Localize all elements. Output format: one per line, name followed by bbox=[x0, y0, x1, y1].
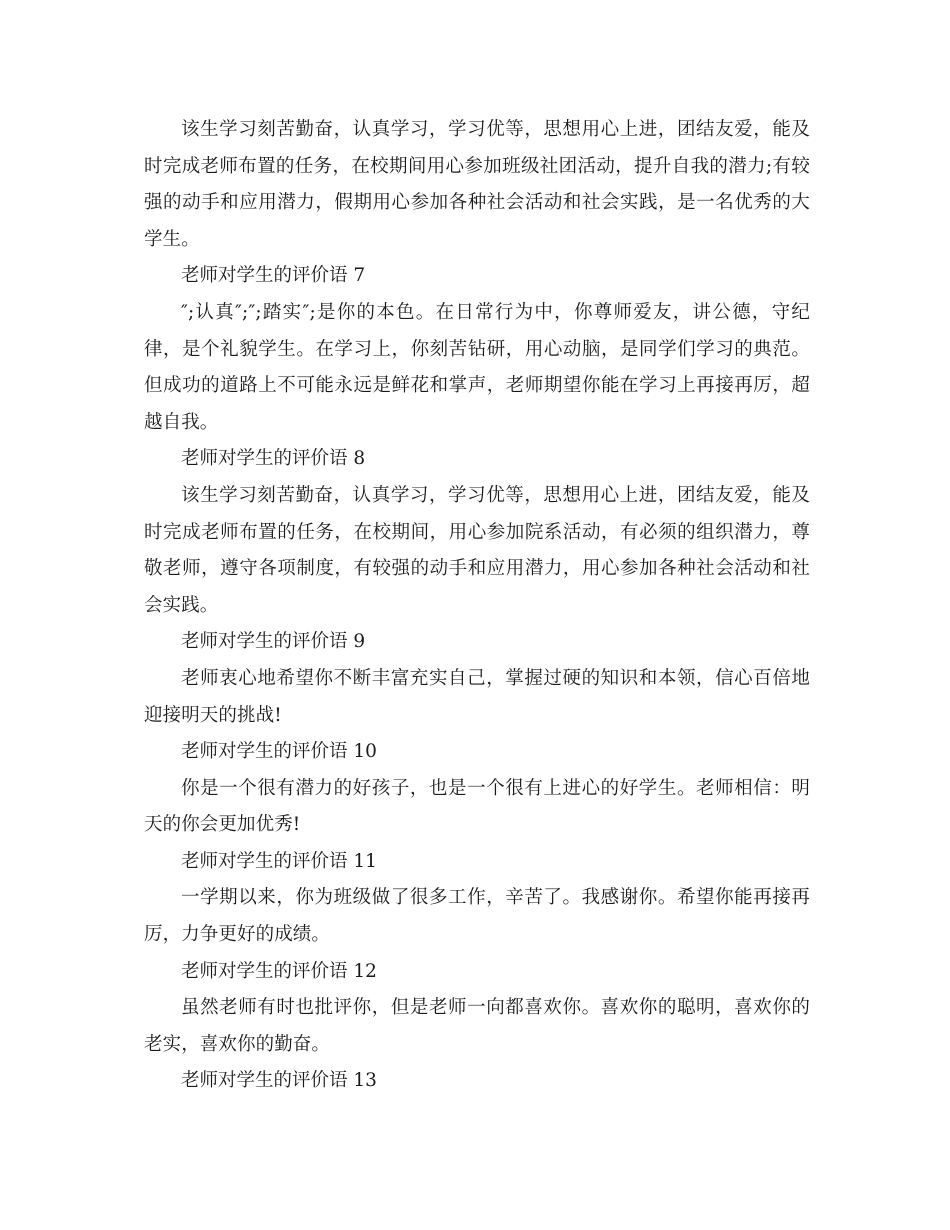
paragraph: 该生学习刻苦勤奋，认真学习，学习优等，思想用心上进，团结友爱，能及时完成老师布置的任务，在校期间，用心参加院系活动，有必须的组织潜力，尊敬老师，遵守各项制度，有较强的动手和应用潜力，用心参加各种社会活动和社会实践。 bbox=[144, 484, 810, 616]
section-heading: 老师对学生的评价语 10 bbox=[181, 741, 377, 763]
paragraph: 老师衷心地希望你不断丰富充实自己，掌握过硬的知识和本领，信心百倍地迎接明天的挑战! bbox=[144, 667, 810, 726]
paragraph: 该生学习刻苦勤奋，认真学习，学习优等，思想用心上进，团结友爱，能及时完成老师布置的任务，在校期间用心参加班级社团活动，提升自我的潜力;有较强的动手和应用潜力，假期用心参加各种社会活动和社会实践，是一名优秀的大学生。 bbox=[144, 119, 810, 250]
section-heading: 老师对学生的评价语 11 bbox=[181, 850, 377, 872]
section-heading: 老师对学生的评价语 13 bbox=[181, 1070, 377, 1092]
paragraph: 虽然老师有时也批评你，但是老师一向都喜欢你。喜欢你的聪明，喜欢你的老实，喜欢你的勤奋。 bbox=[144, 997, 810, 1055]
section-heading: 老师对学生的评价语 8 bbox=[181, 448, 366, 470]
paragraph: ″;认真″;″;踏实″;是你的本色。在日常行为中，你尊师爱友，讲公德，守纪律，是个礼貌学生。在学习上，你刻苦钻研，用心动脑，是同学们学习的典范。但成功的道路上不可能永远是鲜花和掌声，老师期望你能在学习上再接再厉，超越自我。 bbox=[144, 301, 810, 433]
paragraph: 一学期以来，你为班级做了很多工作，辛苦了。我感谢你。希望你能再接再厉，力争更好的成绩。 bbox=[144, 887, 810, 946]
document-page bbox=[144, 112, 810, 1100]
section-heading: 老师对学生的评价语 12 bbox=[181, 960, 377, 982]
paragraph: 你是一个很有潜力的好孩子，也是一个很有上进心的好学生。老师相信：明天的你会更加优秀! bbox=[144, 777, 810, 836]
section-heading: 老师对学生的评价语 9 bbox=[181, 631, 366, 653]
section-heading: 老师对学生的评价语 7 bbox=[181, 265, 366, 287]
